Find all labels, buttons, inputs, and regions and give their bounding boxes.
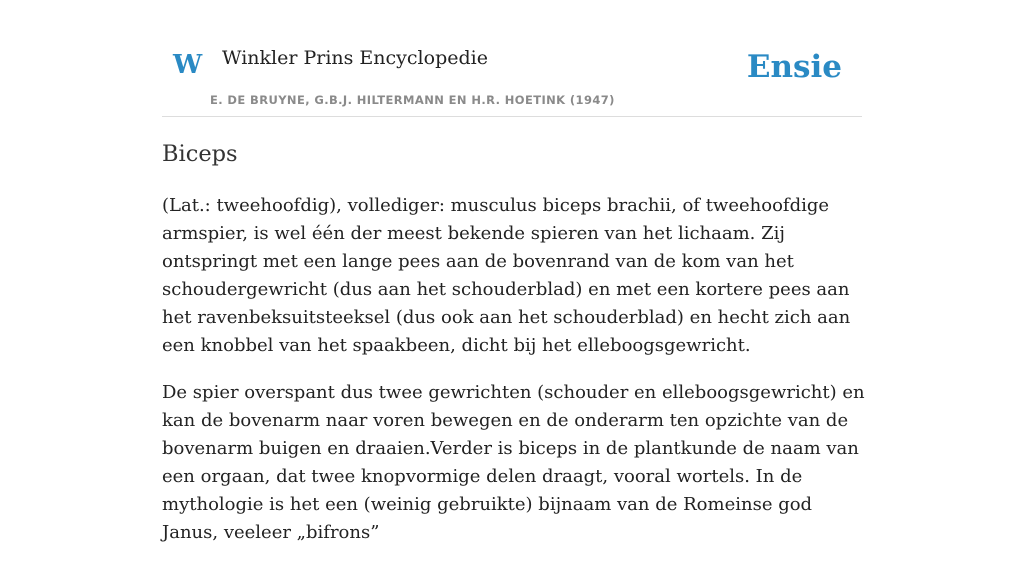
source-header [162,0,862,117]
article-paragraph: De spier overspant dus twee gewrichten (schouder en elleboogsgewricht) en kan de bovenarm naar voren bewegen en de onderarm ten opzichte van de bovenarm buigen en draaien.Verder is biceps in de plantkunde de naam van een orgaan, dat twee knopvormige delen draagt, vooral wortels. In de mythologie is het een (weinig gebruikte) bijnaam van de Romeinse god Janus, veeleer „bifrons” [162,382,865,543]
source-title[interactable]: Winkler Prins Encyclopedie [222,47,488,69]
article-body [162,192,872,566]
page [162,0,865,543]
source-logo-icon[interactable]: W [173,50,203,80]
source-authors: E. DE BRUYNE, G.B.J. HILTERMANN EN H.R. HOETINK (1947) [210,93,615,107]
article-title: Biceps [162,141,238,167]
brand-logo[interactable]: Ensie [746,49,842,85]
article-paragraph: (Lat.: tweehoofdig), vollediger: musculus biceps brachii, of tweehoofdige armspier, is wel één der meest bekende spieren van het lichaam. Zij ontspringt met een lange pees aan de bovenrand van de kom van het schoudergewricht (dus aan het schouderblad) en met een kortere pees aan het ravenbeksuitsteeksel (dus ook aan het schouderblad) en hecht zich aan een knobbel van het spaakbeen, dicht bij het elleboogsgewricht. [162,195,851,356]
